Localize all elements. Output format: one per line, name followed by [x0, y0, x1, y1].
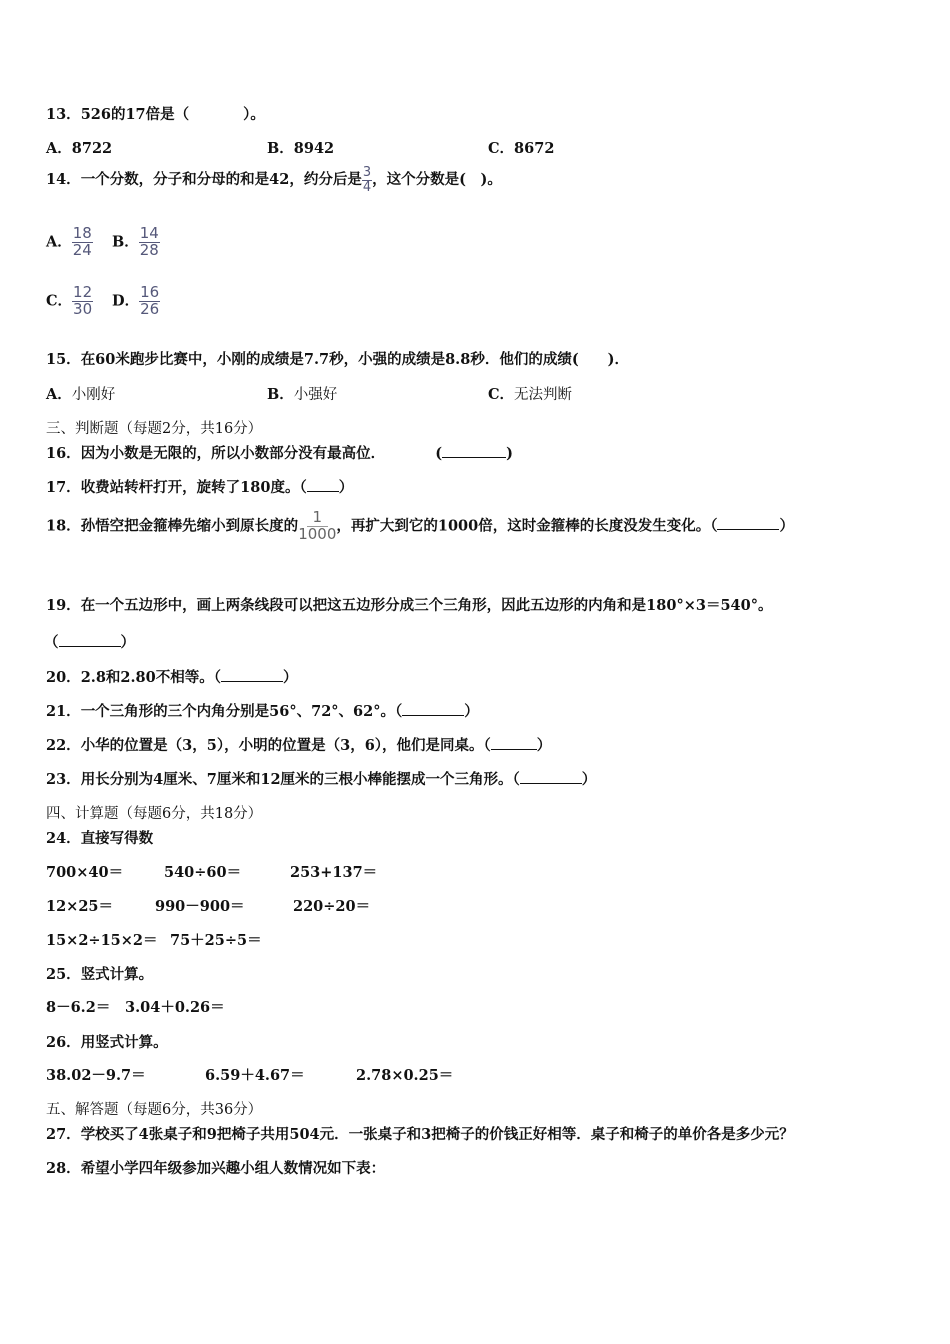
question-text: 直接写得数 [80, 830, 154, 847]
denominator: 26 [140, 299, 160, 318]
denominator: 24 [72, 240, 92, 259]
question-19 [46, 594, 772, 615]
calc-item: 15×2÷15×2＝ [46, 932, 158, 949]
question-number: 25． [46, 966, 81, 983]
question-text: 希望小学四年级参加兴趣小组人数情况如下表： [80, 1160, 386, 1177]
calc-item: 990－900＝ [155, 898, 245, 915]
question-24 [46, 827, 153, 848]
fraction [362, 166, 372, 194]
fraction [139, 285, 160, 318]
option-d [112, 285, 160, 318]
question-number: 22． [46, 737, 81, 754]
paren-right: ） [581, 771, 597, 788]
paren-right: ) [506, 445, 513, 462]
paren-left: （ [44, 634, 59, 651]
numerator: 1 [307, 510, 329, 527]
numerator: 16 [140, 283, 160, 301]
denominator: 4 [362, 179, 372, 195]
question-27 [46, 1123, 794, 1144]
fraction [72, 285, 93, 318]
calc-item: 220÷20＝ [293, 898, 371, 915]
question-text-end: ，再扩大到它的1000倍，这时金箍棒的长度没发生变化。（ [336, 517, 718, 535]
question-number: 15． [46, 351, 81, 368]
option-label: B． [267, 140, 294, 157]
question-26 [46, 1031, 168, 1052]
option-label: C． [488, 140, 515, 157]
paren-right: ） [282, 669, 298, 686]
fraction [298, 510, 336, 543]
answer-blank[interactable] [491, 737, 537, 750]
question-14 [46, 166, 502, 194]
option-label: A． [46, 140, 72, 157]
question-text: 一个分数，分子和分母的和是42，约分后是 [80, 171, 362, 189]
question-text: 竖式计算。 [80, 966, 154, 983]
numerator: 14 [139, 224, 159, 242]
option-label: B． [112, 233, 139, 251]
option-c [46, 285, 93, 318]
question-text: 在一个五边形中，画上两条线段可以把这五边形分成三个三角形，因此五边形的内角和是180°×3＝540°。 [80, 597, 773, 614]
question-number: 24． [46, 830, 81, 847]
question-text-end: ）。 [243, 106, 265, 123]
option-c [488, 137, 554, 158]
option-label: B． [267, 386, 294, 403]
question-text: 一个三角形的三个内角分别是56°、72°、62°。（ [80, 703, 403, 720]
option-label: A． [46, 233, 72, 251]
denominator: 30 [73, 299, 93, 318]
question-15 [46, 348, 629, 369]
option-value: 小刚好 [71, 387, 116, 403]
paren-left: ( [435, 445, 443, 462]
option-b [112, 226, 160, 259]
section-heading-3: 三、判断题（每题2分，共16分） [46, 421, 263, 437]
question-text: 学校买了4张桌子和9把椅子共用504元．一张桌子和3把椅子的价钱正好相等．桌子和椅子的单价各是多少元？ [80, 1126, 794, 1143]
numerator: 18 [72, 224, 92, 242]
answer-blank[interactable] [442, 445, 506, 458]
question-23 [46, 768, 596, 789]
paren-right: ） [464, 703, 479, 720]
calc-item: 75＋25÷5＝ [170, 932, 262, 949]
calc-item: 38.02－9.7＝ [46, 1067, 146, 1084]
question-text: 526的17倍是（ [80, 106, 190, 123]
answer-blank[interactable] [717, 517, 779, 530]
denominator: 1000 [298, 524, 337, 543]
option-b [267, 137, 334, 158]
question-18 [46, 510, 794, 543]
question-number: 21． [46, 703, 81, 720]
question-text: 收费站转杆打开，旋转了180度。（ [80, 479, 307, 496]
section-heading-4: 四、计算题（每题6分，共18分） [46, 806, 263, 822]
answer-blank[interactable] [402, 703, 464, 716]
option-value: 小强好 [293, 387, 338, 403]
question-28 [46, 1157, 385, 1178]
question-number: 28． [46, 1160, 81, 1177]
question-number: 14． [46, 171, 81, 189]
calc-item: 6.59＋4.67＝ [205, 1067, 305, 1084]
question-19-answer [44, 631, 135, 652]
option-b [267, 383, 337, 404]
numerator: 12 [73, 283, 93, 301]
question-number: 13． [46, 106, 81, 123]
question-16 [46, 442, 513, 463]
question-number: 23． [46, 771, 81, 788]
option-label: C． [488, 386, 515, 403]
fraction [139, 226, 160, 259]
option-label: A． [46, 386, 72, 403]
question-text: 孙悟空把金箍棒先缩小到原长度的 [80, 517, 299, 535]
paren-right: ） [779, 517, 794, 535]
question-number: 27． [46, 1126, 81, 1143]
question-text: 小华的位置是（3，5），小明的位置是（3，6），他们是同桌。（ [80, 737, 491, 754]
option-label: C． [46, 292, 73, 310]
question-25 [46, 963, 153, 984]
calc-item: 3.04＋0.26＝ [125, 999, 225, 1016]
calc-item: 12×25＝ [46, 898, 114, 915]
section-heading-5: 五、解答题（每题6分，共36分） [46, 1102, 263, 1118]
question-20 [46, 666, 297, 687]
question-text: 用竖式计算。 [80, 1034, 168, 1051]
answer-blank[interactable] [307, 479, 339, 492]
question-number: 17． [46, 479, 81, 496]
option-value: 8672 [514, 140, 555, 157]
question-17 [46, 476, 353, 497]
option-a [46, 383, 115, 404]
question-number: 18． [46, 517, 81, 535]
question-number: 20． [46, 669, 81, 686]
option-value: 无法判断 [514, 387, 573, 403]
calc-item: 540÷60＝ [164, 864, 242, 881]
calc-item: 253+137＝ [290, 864, 378, 881]
question-21 [46, 700, 479, 721]
option-value: 8722 [71, 140, 113, 157]
question-text: 在60米跑步比赛中，小刚的成绩是7.7秒，小强的成绩是8.8秒．他们的成绩( )． [80, 351, 630, 368]
question-22 [46, 734, 551, 755]
answer-blank[interactable] [59, 634, 121, 647]
numerator: 3 [362, 165, 372, 180]
question-number: 26． [46, 1034, 81, 1051]
answer-blank[interactable] [520, 771, 582, 784]
option-a [46, 226, 93, 259]
paren-right: ） [338, 479, 354, 496]
calc-item: 700×40＝ [46, 864, 124, 881]
option-a [46, 137, 112, 158]
option-label: D． [112, 292, 140, 310]
calc-item: 8－6.2＝ [46, 999, 111, 1016]
question-13 [46, 103, 265, 124]
denominator: 28 [139, 240, 159, 259]
question-text-end: ，这个分数是( )。 [372, 171, 502, 189]
paren-right: ） [120, 634, 135, 651]
option-value: 8942 [293, 140, 335, 157]
question-number: 16． [46, 445, 81, 462]
question-number: 19． [46, 597, 81, 614]
answer-blank[interactable] [221, 669, 283, 682]
paren-right: ） [536, 737, 552, 754]
question-text: 因为小数是无限的，所以小数部分没有最高位． [80, 445, 386, 462]
calc-item: 2.78×0.25＝ [356, 1067, 454, 1084]
question-text: 2.8和2.80不相等。（ [80, 669, 221, 686]
fraction [72, 226, 93, 259]
option-c [488, 383, 572, 404]
question-text: 用长分别为4厘米、7厘米和12厘米的三根小棒能摆成一个三角形。（ [80, 771, 520, 788]
